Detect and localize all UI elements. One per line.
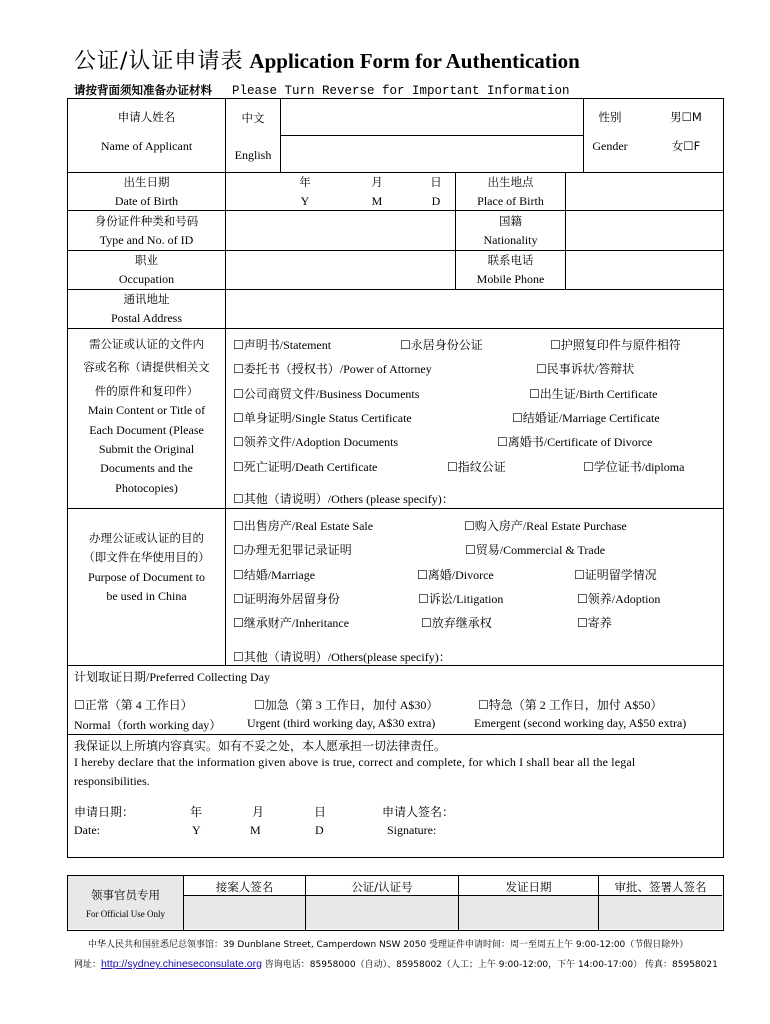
doc-marriage-certificate-checkbox[interactable]: ☐结婚证/Marriage Certificate	[512, 411, 660, 425]
date-of-birth-label: 出生日期 Date of Birth	[114, 175, 179, 208]
doc-death-certificate-checkbox[interactable]: ☐死亡证明/Death Certificate	[233, 460, 378, 474]
normal-service-label: Normal（forth working day）	[74, 718, 222, 732]
subtitle-english: Please Turn Reverse for Important Information	[232, 84, 570, 98]
page-title	[74, 44, 580, 75]
doc-divorce-certificate-checkbox[interactable]: ☐离婚书/Certificate of Divorce	[497, 435, 653, 449]
application-date-year[interactable]: Y	[192, 823, 201, 837]
purpose-real-estate-sale-checkbox[interactable]: ☐出售房产/Real Estate Sale	[233, 519, 374, 533]
purpose-adoption-checkbox[interactable]: ☐领养/Adoption	[577, 592, 661, 606]
gender-label: 性别 Gender	[592, 110, 628, 153]
nationality-label: 国籍 Nationality	[483, 214, 538, 247]
purpose-label: 办理公证或认证的目的 （即文件在华使用目的） Purpose of Document to be used in China	[83, 531, 210, 604]
declaration-english: I hereby declare that the information given above is true, correct and complete, for which I shall bear all the legal	[74, 755, 636, 769]
collecting-day-heading: 计划取证日期/Preferred Collecting Day	[74, 670, 270, 684]
applicant-name-label: 申请人姓名 Name of Applicant	[100, 110, 193, 153]
english-name-label: English	[234, 148, 272, 162]
normal-service-checkbox[interactable]: ☐正常（第 4 工作日）	[74, 698, 193, 712]
doc-adoption-checkbox[interactable]: ☐领养文件/Adoption Documents	[233, 435, 399, 449]
doc-power-of-attorney-checkbox[interactable]: ☐委托书（授权书）/Power of Attorney	[233, 362, 432, 376]
declaration-chinese: 我保证以上所填内容真实。如有不妥之处，本人愿承担一切法律责任。	[74, 739, 447, 753]
doc-civil-complaint-checkbox[interactable]: ☐民事诉状/答辩状	[536, 362, 635, 376]
application-date-label-cn: 申请日期：	[74, 805, 135, 819]
doc-others-checkbox[interactable]: ☐其他（请说明）/Others (please specify)：	[233, 492, 454, 506]
doc-business-documents-checkbox[interactable]: ☐公司商贸文件/Business Documents	[233, 387, 420, 401]
emergent-service-checkbox[interactable]: ☐特急（第 2 工作日，加付 A$50）	[478, 698, 663, 712]
dob-month[interactable]: 月 M	[371, 175, 383, 208]
consulate-address: 中华人民共和国驻悉尼总领事馆：39 Dunblane Street, Camperdown NSW 2050 受理证件申请时间：周一至周五上午 9:00-12:00（节假日除外）	[88, 940, 689, 950]
official-use-label-cn: 领事官员专用	[91, 888, 160, 902]
declaration-english-cont: responsibilities.	[74, 774, 150, 788]
doc-fingerprint-checkbox[interactable]: ☐指纹公证	[447, 460, 506, 474]
purpose-inheritance-checkbox[interactable]: ☐继承财产/Inheritance	[233, 616, 350, 630]
application-date-month[interactable]: M	[250, 823, 261, 837]
emergent-service-label: Emergent (second working day, A$50 extra)	[474, 716, 687, 730]
approver-signature-header: 审批、签署人签名	[614, 880, 707, 894]
application-date-day[interactable]: D	[315, 823, 324, 837]
doc-diploma-checkbox[interactable]: ☐学位证书/diploma	[583, 460, 685, 474]
postal-address-label: 通讯地址 Postal Address	[110, 292, 182, 325]
doc-single-status-checkbox[interactable]: ☐单身证明/Single Status Certificate	[233, 411, 412, 425]
authentication-number-header: 公证/认证号	[351, 880, 413, 894]
consulate-contact: 网址：http://sydney.chineseconsulate.org 咨询电话：85958000（自动）、85958002（人工；上午 9:00-12:00，下午 14:00-17:00） 传真：85958021	[74, 958, 718, 970]
female-checkbox[interactable]: 女☐F	[671, 139, 701, 153]
purpose-renounce-inheritance-checkbox[interactable]: ☐放弃继承权	[421, 616, 492, 630]
purpose-others-checkbox[interactable]: ☐其他（请说明）/Others(please specify)：	[233, 650, 451, 664]
purpose-real-estate-purchase-checkbox[interactable]: ☐购入房产/Real Estate Purchase	[464, 519, 627, 533]
issue-date-header: 发证日期	[505, 880, 552, 894]
purpose-divorce-checkbox[interactable]: ☐离婚/Divorce	[417, 568, 494, 582]
signature-label-cn: 申请人签名：	[382, 805, 455, 819]
case-officer-signature-header: 接案人签名	[215, 880, 274, 894]
purpose-commercial-trade-checkbox[interactable]: ☐贸易/Commercial & Trade	[465, 543, 606, 557]
official-use-label: For Official Use Only	[85, 909, 166, 919]
purpose-marriage-checkbox[interactable]: ☐结婚/Marriage	[233, 568, 316, 582]
occupation-label: 职业 Occupation	[118, 253, 175, 286]
chinese-name-label: 中文	[241, 111, 265, 125]
title-chinese: 公证/认证申请表	[74, 49, 244, 74]
id-type-label: 身份证件种类和号码 Type and No. of ID	[94, 214, 199, 247]
doc-permanent-residency-checkbox[interactable]: ☐永居身份公证	[400, 338, 483, 352]
page-subtitle	[74, 82, 570, 98]
english-name-field[interactable]	[282, 137, 582, 171]
consulate-website-link[interactable]: http://sydney.chineseconsulate.org	[101, 958, 262, 970]
purpose-overseas-residency-checkbox[interactable]: ☐证明海外居留身份	[233, 592, 340, 606]
doc-statement-checkbox[interactable]: ☐声明书/Statement	[233, 338, 332, 352]
purpose-litigation-checkbox[interactable]: ☐诉讼/Litigation	[418, 592, 504, 606]
documents-label: 需公证或认证的文件内 容或名称（请提供相关文 件的原件和复印件） Main Content or Title of Each Document (Please Submit the Original Documents and the Photocopies)	[83, 337, 210, 495]
doc-birth-certificate-checkbox[interactable]: ☐出生证/Birth Certificate	[529, 387, 658, 401]
title-english: Application Form for Authentication	[249, 49, 580, 73]
application-date-label: Date:	[74, 823, 100, 837]
place-of-birth-label: 出生地点 Place of Birth	[477, 175, 544, 208]
signature-label: Signature:	[387, 823, 437, 837]
signature-field[interactable]	[450, 818, 710, 842]
dob-year[interactable]: 年 Y	[299, 175, 311, 208]
doc-passport-copy-checkbox[interactable]: ☐护照复印件与原件相符	[550, 338, 681, 352]
mobile-phone-label: 联系电话 Mobile Phone	[476, 253, 545, 286]
male-checkbox[interactable]: 男☐M	[670, 110, 702, 124]
subtitle-chinese: 请按背面须知准备办证材料	[74, 83, 212, 97]
urgent-service-label: Urgent (third working day, A$30 extra)	[247, 716, 436, 730]
urgent-service-checkbox[interactable]: ☐加急（第 3 工作日，加付 A$30）	[254, 698, 439, 712]
purpose-foster-care-checkbox[interactable]: ☐寄养	[577, 616, 612, 630]
gender-options	[650, 108, 722, 156]
purpose-study-abroad-checkbox[interactable]: ☐证明留学情况	[574, 568, 657, 582]
chinese-name-field[interactable]	[282, 100, 582, 134]
purpose-no-criminal-record-checkbox[interactable]: ☐办理无犯罪记录证明	[233, 543, 352, 557]
dob-day[interactable]: 日 D	[430, 175, 442, 208]
